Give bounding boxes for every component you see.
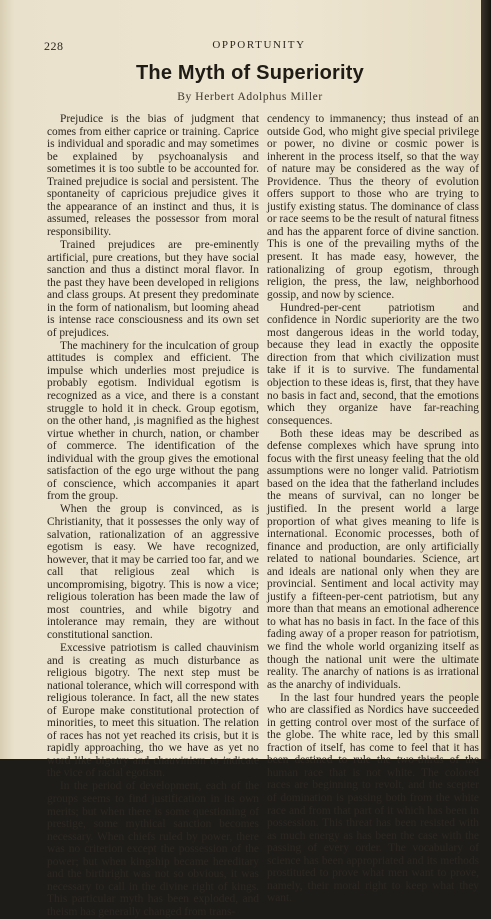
paragraph: Both these ideas may be described as defense complexes which have sprung into focus with the first uneasy feeling that the old assumptions were no longer valid. Patriotism based on the idea that the fatherland includes the means of survival, can no longer be justified. In the present world a large proportion of what gives meaning to life is international. Economic processes, both of finance and production, are only artificially related to national boundaries. Science, art and ideals are national only when they are provincial. Sentiment and local activity may justify a fifteen-per-cent patriotism, but any more than that means an emotional adherence to what has no basis in fact. In the face of this fading away of a proper reason for patriotism, we find the whole world organizing itself as though the national unit were the ultimate reality. The anarchy of nations is as irrational as the anarchy of individuals. (267, 427, 479, 691)
page-number: 228 (44, 39, 64, 53)
paragraph: In the period of development, each of the groups seems to find justification in its own merits; but when there is some questioning of prestige, some mythical sanction becomes necessary. When chiefs ruled by power, there was no criterion except the possession of the power; but when kingship became hereditary and the birthright was not so obvious, it was necessary to call in the divine right of kings. This particular myth has been exploded, and theism has generally changed from trans- (47, 780, 259, 918)
paragraph: Hundred-per-cent patriotism and confidence in Nordic superiority are the two most dangerous ideas in the world today, because they lead in exactly the opposite direction from that which civilization must take if it is to survive. The fundamental objection to these ideas is, first, that they have no basis in fact and, second, that the emotions which they organize have far-reaching consequences. (267, 301, 479, 427)
paragraph: Trained prejudices are pre-eminently artificial, pure creations, but they have social sanction and thus a distinct moral flavor. In the past they have been developed in religions and class groups. At present they predominate in the form of nationalism, but looming ahead is intense race consciousness and its own set of prejudices. (47, 238, 259, 339)
running-head: OPPORTUNITY (212, 39, 306, 51)
right-column (267, 113, 479, 905)
paragraph-continuation: cendency to immanency; thus instead of an outside God, who might give special privilege or power, no divine or cosmic power is inherent in the process itself, so that the way of nature may be considered as the way of Providence. Thus the theory of evolution offers support to those who are trying to justify existing status. The dominance of class or race seems to be the result of natural fitness and has the apparent force of divine sanction. This is one of the prevailing myths of the present. It has made easy, however, the rationalizing of group egotism, through religion, the press, the law, neighborhood gossip, and now by science. (267, 113, 479, 301)
paragraph: The machinery for the inculcation of group attitudes is complex and efficient. The impulse which underlies most prejudice is probably egotism. Individual egotism is recognized as a vice, and there is a constant struggle to hold it in check. Group egotism, on the other hand, ,is magnified as the highest virtue whether in church, nation, or chamber of commerce. The identification of the individual with the group gives the emotional satisfaction of the ego urge without the pang of conscience, which accompanies it apart from the group. (47, 339, 259, 503)
article-byline: By Herbert Adolphus Miller (177, 91, 323, 103)
paragraph: Excessive patriotism is called chauvinism and is creating as much disturbance as religious bigotry. The next step must be national tolerance, which will correspond with religious tolerance. In fact, all the new states of Europe make constitutional protection of minorities, to meet this situation. The relation of races has not yet reached its crisis, but it is rapidly approaching, tho we have as yet no word like bigotry and chauvinism to indicate the vice of racial egotism. (47, 641, 259, 780)
book-spine-edge (481, 0, 491, 759)
left-column (47, 113, 259, 918)
paragraph: Prejudice is the bias of judgment that comes from either caprice or training. Caprice is individual and sporadic and may sometimes be explained by psychoanalysis and sometimes it is too subtle to be accounted for. Trained prejudice is social and persistent. The spontaneity of capricious prejudice gives it the appearance of an instinct and thus, it is assumed, releases the possessor from moral responsibility. (47, 113, 259, 238)
paragraph: When the group is convinced, as is Christianity, that it possesses the only way of salvation, rationalization of an aggressive egotism is easy. We have recognized, however, that it may be carried too far, and we call that religious zeal which is uncompromising, bigotry. This is now a vice; religious toleration has been made the law of most countries, and while bigotry and intolerance may remain, they are without constitutional sanction. (47, 503, 259, 641)
article-title: The Myth of Superiority (136, 62, 364, 84)
page-header (44, 39, 474, 53)
paragraph: In the last four hundred years the people who are classified as Nordics have succeeded in getting control over most of the surface of the globe. The white race, led by this small fraction of itself, has come to feel that it has been destined to rule the two-thirds of the human race that is not white. The colored races are beginning to revolt, and the scepter of domination is passing both from the white race and from that part of it which has been in possession. This threat has been resisted with as much energy as has been the case with the passing of every order. The vocabulary of science has been appropriated and its methods prostituted to prove what men want to prove, namely, their moral right to keep what they want. (267, 691, 479, 905)
